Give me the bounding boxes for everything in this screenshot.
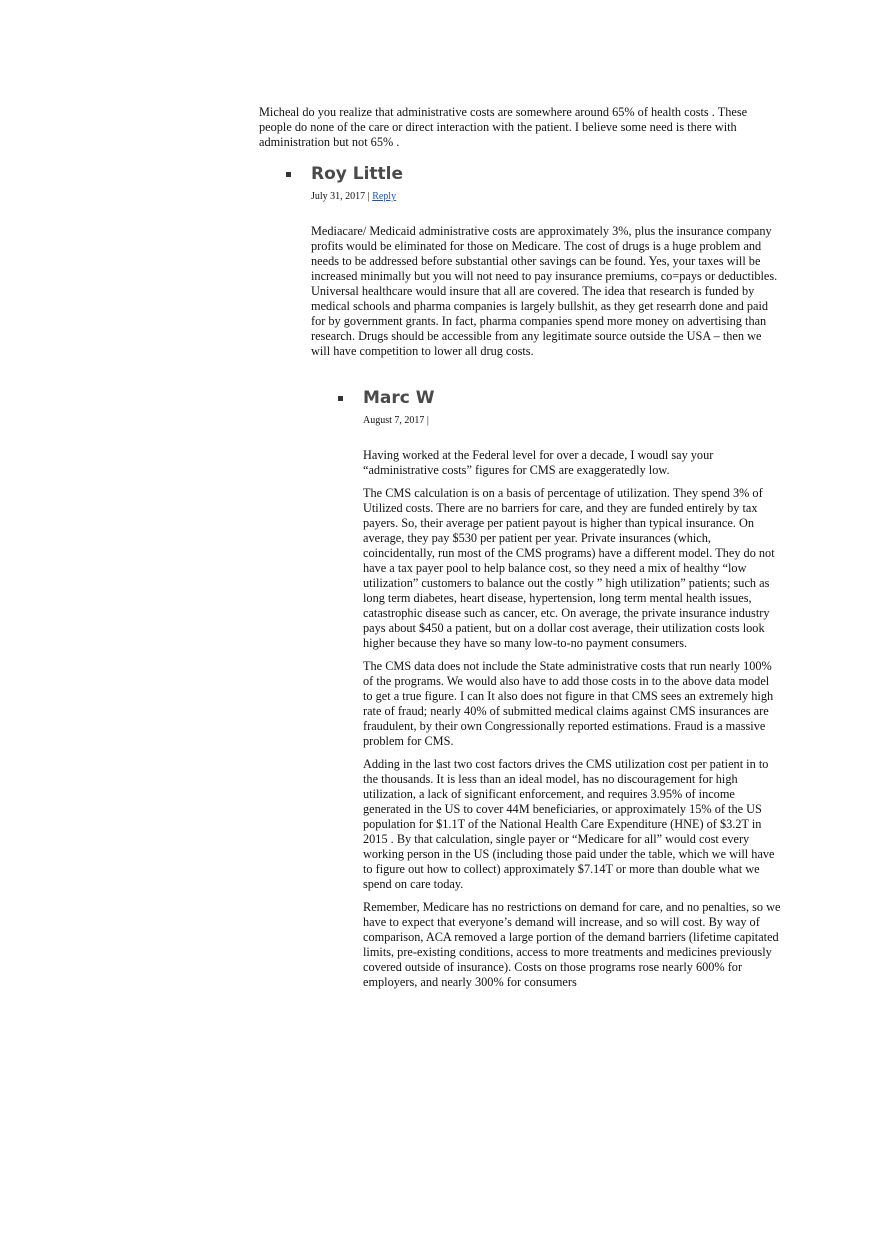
comment-date: July 31, 2017 [311, 191, 366, 202]
comment-marc-w [363, 386, 781, 990]
comment-paragraph: Remember, Medicare has no restrictions on demand for care, and no penalties, so we have to expect that everyone’s demand will increase, and so will cost. By way of comparison, ACA removed a large portion of the demand barriers (lifetime capitated limits, pre-existing conditions, access to more treatments and medicines previously covered outside of insurance). Costs on those programs rose nearly 600% for employers, and nearly 300% for consumers [363, 900, 781, 989]
comment-paragraph: The CMS calculation is on a basis of percentage of utilization. They spend 3% of Utilized costs. There are no barriers for care, and they are funded entirely by tax payers. So, their average per patient payout is higher than typical insurance. On average, they pay $530 per patient per year. Private insurances (which, coincidentally, run most of the CMS programs) have a different model. They do not have a tax payer pool to help balance cost, so they need a mix of healthy “low utilization” customers to balance out the costly ” high utilization” patients; such as long term diabetes, heart disease, hypertension, long term mental health issues, catastrophic disease such as cancer, etc. On average, the private insurance industry pays about $450 a patient, but on a dollar cost average, their utilization costs look higher because they have so many low-to-no payment consumers. [363, 486, 775, 650]
comment-body [363, 448, 781, 990]
meta-separator: | [426, 415, 429, 426]
parent-comment-text: Micheal do you realize that administrative costs are somewhere around 65% of health costs . These people do none of the care or direct interaction with the patient. I believe some need is there with administration but not 65% . [259, 105, 748, 149]
list-bullet-icon [338, 396, 343, 401]
reply-link[interactable]: Reply [372, 191, 397, 202]
comment-date: August 7, 2017 [363, 415, 425, 426]
comment-paragraph: Adding in the last two cost factors drives the CMS utilization cost per patient in to the thousands. It is less than an ideal model, has no discouragement for high utilization, a lack of significant enforcement, and requires 3.95% of income generated in the US to cover 44M beneficiaries, or approximately 15% of the US population for $1.1T of the National Health Care Expenditure (HNE) of $3.2T in 2015 . By that calculation, single payer or “Medicare for all” would cost every working person in the US (including those paid under the table, which we will have to figure out how to collect) approximately $7.14T or more than double what we spend on care today. [363, 757, 775, 891]
comment-paragraph: The CMS data does not include the State administrative costs that run nearly 100% of the programs. We would also have to add those costs in to the above data model to get a true figure. I can It also does not figure in that CMS sees an extremely high rate of fraud; nearly 40% of submitted medical claims against CMS insurances are fraudulent, by their own Congressionally reported estimations. Fraud is a massive problem for CMS. [363, 659, 774, 748]
meta-separator: | [367, 191, 370, 202]
comment-roy-little [311, 162, 781, 359]
list-bullet-icon [286, 172, 291, 177]
comment-body [311, 224, 781, 359]
comment-meta [311, 190, 781, 204]
comment-paragraph: Mediacare/ Medicaid administrative costs are approximately 3%, plus the insurance company profits would be eliminated for those on Medicare. The cost of drugs is a huge problem and needs to be addressed before substantial other savings can be found. Yes, your taxes will be increased minimally but you will not need to pay insurance premiums, co=pays or deductibles. Universal healthcare would insure that all are covered. The idea that research is funded by medical schools and pharma companies is largely bullshit, as they get researrh done and paid for by government grants. In fact, pharma companies spend more money on advertising than research. Drugs should be accessible from any legitimate source outside the USA – then we will have competition to lower all drug costs. [311, 224, 778, 358]
comment-meta [363, 414, 781, 428]
comment-author: Roy Little [311, 164, 404, 184]
comment-author: Marc W [363, 388, 435, 408]
comment-paragraph: Having worked at the Federal level for over a decade, I woudl say your “administrative costs” figures for CMS are exaggeratedly low. [363, 448, 714, 477]
